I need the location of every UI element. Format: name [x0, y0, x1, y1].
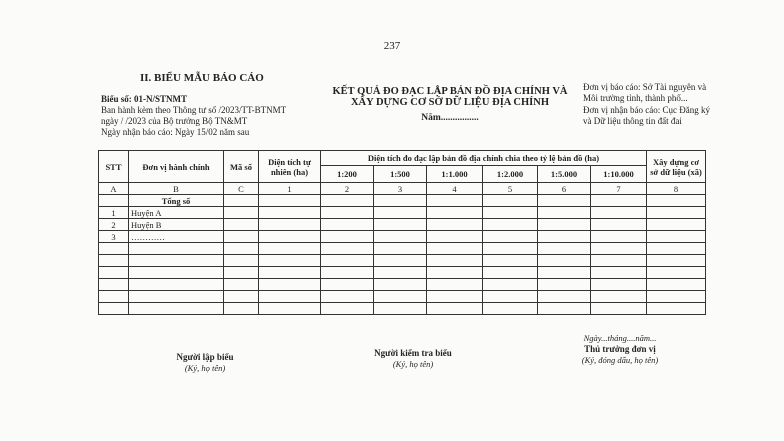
- total-row: [99, 195, 706, 207]
- row-name: Huyện A: [129, 207, 224, 219]
- sign-date-line: Ngày...tháng....năm...: [583, 333, 657, 343]
- report-table: [98, 150, 706, 315]
- signature-note: (Ký, đóng dấu, họ tên): [581, 355, 659, 365]
- column-code: 2: [321, 183, 374, 195]
- column-code: B: [129, 183, 224, 195]
- signature-note: (Ký, họ tên): [392, 359, 434, 369]
- header-scale: 1:5.000: [538, 166, 591, 183]
- table-row: [99, 219, 706, 231]
- row-stt: 2: [99, 219, 129, 231]
- report-title-line-1: KẾT QUẢ ĐO ĐẠC LẬP BẢN ĐỒ ĐỊA CHÍNH VÀ: [332, 86, 568, 97]
- page-number: 237: [383, 40, 401, 52]
- row-name: Huyện B: [129, 219, 224, 231]
- column-code: 1: [259, 183, 321, 195]
- header-scale: 1:10.000: [591, 166, 647, 183]
- row-stt: 3: [99, 231, 129, 243]
- header-scale: 1:200: [321, 166, 374, 183]
- receive-date: Ngày nhận báo cáo: Ngày 15/02 năm sau: [101, 127, 250, 137]
- receiving-unit-2: và Dữ liệu thông tin đất đai: [583, 116, 682, 126]
- signature-preparer: [140, 352, 270, 374]
- header-admin-unit: Đơn vị hành chính: [129, 151, 224, 183]
- header-scale: 1:1.000: [427, 166, 483, 183]
- row-stt: 1: [99, 207, 129, 219]
- total-label: Tổng số: [129, 195, 224, 207]
- signature-title: Người kiểm tra biểu: [374, 348, 452, 358]
- table-row: [99, 231, 706, 243]
- section-title: II. BIỂU MẪU BÁO CÁO: [140, 72, 264, 84]
- column-code: 7: [591, 183, 647, 195]
- column-code: 8: [647, 183, 706, 195]
- column-code: A: [99, 183, 129, 195]
- signature-note: (Ký, họ tên): [184, 363, 226, 373]
- column-code: 3: [374, 183, 427, 195]
- header-scale: 1:500: [374, 166, 427, 183]
- receiving-unit-1: Đơn vị nhận báo cáo: Cục Đăng ký: [583, 105, 710, 115]
- form-number: Biểu số: 01-N/STNMT: [101, 94, 188, 104]
- report-title-line-2: XÂY DỰNG CƠ SỞ DỮ LIỆU ĐỊA CHÍNH: [350, 97, 550, 108]
- empty-row: [99, 291, 706, 303]
- signature-title: Người lập biểu: [176, 352, 234, 362]
- signature-title: Thủ trưởng đơn vị: [584, 344, 656, 354]
- column-code: C: [224, 183, 259, 195]
- column-code: 6: [538, 183, 591, 195]
- header-scale-group: Diện tích đo đạc lập bản đồ địa chính chia theo tỷ lệ bản đồ (ha): [321, 151, 647, 166]
- header-natural-area: Diện tích tự nhiên (ha): [259, 151, 321, 183]
- signature-head: [555, 344, 685, 366]
- issued-line-2: ngày / /2023 của Bộ trưởng Bộ TN&MT: [101, 116, 248, 126]
- column-code: 4: [427, 183, 483, 195]
- empty-row: [99, 243, 706, 255]
- column-code-row: [99, 183, 706, 195]
- table-row: [99, 207, 706, 219]
- row-name: …………: [129, 231, 224, 243]
- issued-line-1: Ban hành kèm theo Thông tư số /2023/TT-BTNMT: [101, 105, 287, 115]
- empty-row: [99, 267, 706, 279]
- empty-row: [99, 255, 706, 267]
- reporting-unit-2: Môi trường tỉnh, thành phố...: [583, 93, 688, 103]
- signature-checker: [348, 348, 478, 370]
- header-code: Mã số: [224, 151, 259, 183]
- report-year: Năm................: [421, 113, 479, 123]
- column-code: 5: [483, 183, 538, 195]
- header-scale: 1:2.000: [483, 166, 538, 183]
- empty-row: [99, 303, 706, 315]
- header-stt: STT: [99, 151, 129, 183]
- empty-row: [99, 279, 706, 291]
- reporting-unit-1: Đơn vị báo cáo: Sở Tài nguyên và: [583, 82, 707, 92]
- header-database: Xây dựng cơ sở dữ liệu (xã): [647, 151, 706, 183]
